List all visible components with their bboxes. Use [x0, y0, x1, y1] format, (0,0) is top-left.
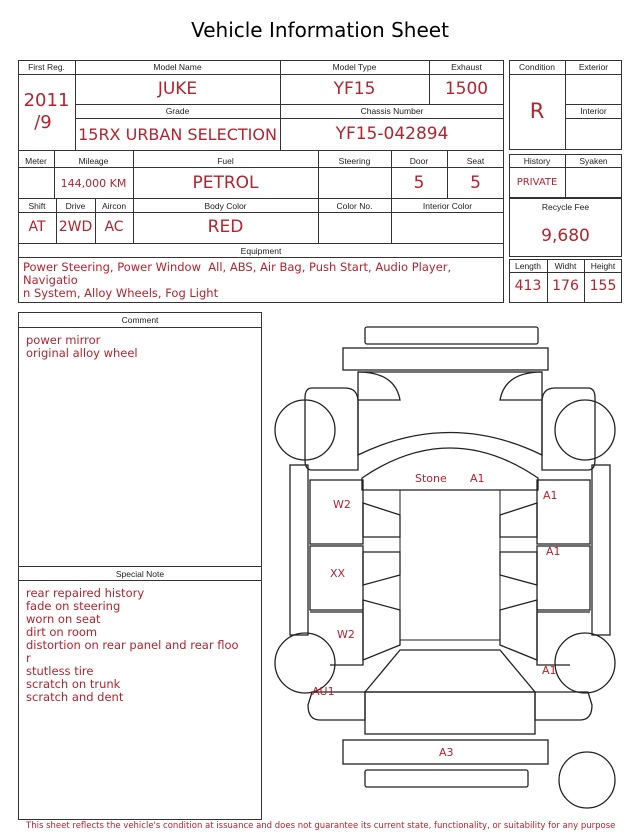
shift-value: AT: [28, 219, 46, 235]
door-value: 5: [413, 173, 425, 193]
chassis-header: Chassis Number: [360, 106, 424, 116]
page-title: Vehicle Information Sheet: [191, 18, 449, 42]
damage-mark-left-front: W2: [333, 498, 351, 511]
first-reg-year: 2011: [23, 90, 70, 111]
door-header: Door: [409, 156, 429, 166]
damage-mark-rear-quarter: AU1: [312, 685, 335, 698]
recycle-fee-header: Recycle Fee: [541, 202, 590, 212]
comment-line: original alloy wheel: [26, 346, 138, 360]
recycle-fee-value: 9,680: [541, 226, 590, 246]
chassis-value: YF15-042894: [335, 124, 449, 144]
note-line: scratch on trunk: [26, 677, 121, 691]
first-reg-month: /9: [34, 112, 52, 133]
steering-header: Steering: [338, 156, 371, 166]
mileage-header: Mileage: [78, 156, 109, 166]
exterior-header: Exterior: [578, 62, 609, 72]
mileage-value: 144,000 KM: [60, 177, 127, 190]
damage-mark-right-front: A1: [543, 489, 558, 502]
note-line: stutless tire: [26, 664, 94, 678]
aircon-header: Aircon: [101, 201, 127, 211]
meter-header: Meter: [25, 156, 47, 166]
length-header: Length: [515, 261, 541, 271]
fuel-header: Fuel: [217, 156, 234, 166]
history-header: History: [523, 156, 551, 166]
body-color-header: Body Color: [204, 201, 247, 211]
color-no-header: Color No.: [336, 201, 373, 211]
disclaimer-footer: This sheet reflects the vehicle's condition at issuance and does not guarantee its current state, functionality, or suitability for any purpose: [26, 821, 616, 831]
damage-mark-left-door: XX: [330, 567, 346, 580]
aircon-value: AC: [104, 219, 124, 235]
seat-value: 5: [470, 173, 481, 193]
fuel-value: PETROL: [192, 173, 259, 193]
model-type-header: Model Type: [332, 62, 377, 72]
note-line: dirt on room: [26, 625, 98, 639]
comment-line: power mirror: [26, 333, 101, 347]
height-value: 155: [589, 278, 617, 294]
note-line: rear repaired history: [26, 586, 145, 600]
body-color-value: RED: [207, 217, 244, 237]
exhaust-value: 1500: [444, 79, 489, 99]
condition-header: Condition: [519, 62, 555, 72]
interior-header: Interior: [580, 106, 607, 116]
seat-header: Seat: [466, 156, 485, 166]
special-note-list: [26, 587, 258, 704]
length-value: 413: [514, 278, 542, 294]
note-line: r: [26, 651, 31, 665]
equipment-header: Equipment: [240, 246, 282, 256]
condition-value: R: [529, 99, 545, 123]
model-type-value: YF15: [333, 79, 376, 99]
damage-mark-rear-bumper: A3: [439, 746, 454, 759]
syaken-header: Syaken: [579, 156, 608, 166]
shift-header: Shift: [28, 201, 46, 211]
interior-color-header: Interior Color: [422, 201, 473, 211]
comment-list: [26, 334, 256, 360]
damage-mark-hood: A1: [470, 472, 485, 485]
height-header: Height: [590, 261, 616, 271]
width-value: 176: [552, 278, 579, 294]
note-line: worn on seat: [26, 612, 101, 626]
history-value: PRIVATE: [516, 177, 558, 188]
model-name-value: JUKE: [157, 79, 198, 99]
note-line: fade on steering: [26, 599, 121, 613]
comment-header: Comment: [121, 315, 159, 325]
equipment-value: Power Steering, Power Window All, ABS, Air Bag, Push Start, Audio Player, Navigatio n System, Alloy Wheels, Fog Light: [23, 260, 452, 300]
model-name-header: Model Name: [153, 62, 202, 72]
grade-header: Grade: [165, 106, 190, 116]
note-line: distortion on rear panel and rear floo: [26, 638, 239, 652]
note-line: scratch and dent: [26, 690, 124, 704]
damage-mark-right-door: A1: [546, 545, 561, 558]
first-reg-header: First Reg.: [28, 62, 65, 72]
drive-header: Drive: [65, 201, 86, 211]
grade-value: 15RX URBAN SELECTION: [78, 125, 277, 144]
damage-mark-left-rear: W2: [337, 628, 355, 641]
special-note-header: Special Note: [115, 569, 165, 579]
width-header: Widht: [554, 261, 577, 271]
damage-mark-stone: Stone: [415, 472, 447, 485]
drive-value: 2WD: [58, 219, 93, 235]
car-damage-diagram: [270, 320, 630, 820]
damage-mark-right-rear: A1: [542, 664, 557, 677]
exhaust-header: Exhaust: [451, 62, 482, 72]
